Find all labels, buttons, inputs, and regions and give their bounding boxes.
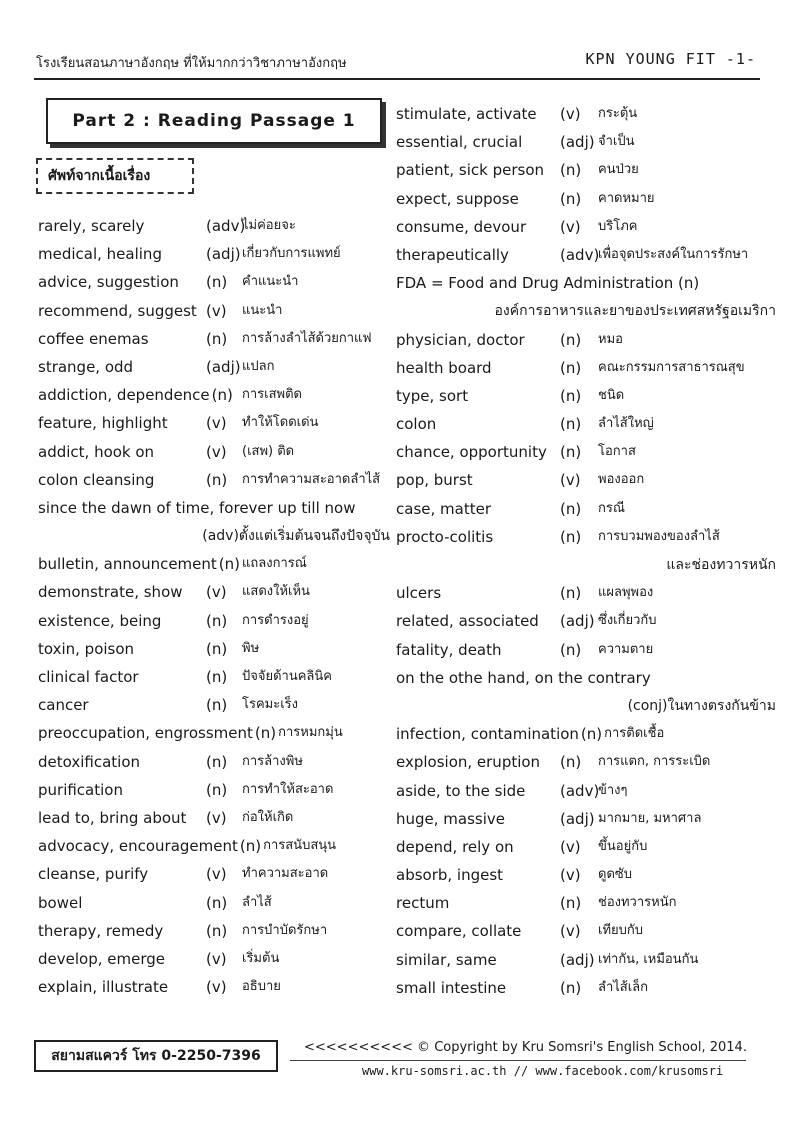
vocab-pos: (n)	[206, 780, 228, 799]
vocab-pos: (adj)	[206, 357, 241, 376]
vocab-term: pop, burst	[396, 471, 473, 490]
vocab-meaning: การเสพติด	[242, 387, 302, 403]
vocab-meaning: เทียบกับ	[598, 923, 644, 939]
vocab-term: existence, being	[38, 611, 162, 630]
vocab-row	[38, 409, 390, 437]
vocab-term: FDA = Food and Drug Administration (n)	[396, 274, 700, 293]
vocab-pos: (v)	[560, 471, 581, 490]
vocab-meaning: กระตุ้น	[598, 106, 638, 121]
vocab-row	[396, 720, 776, 748]
vocab-pos: (n)	[206, 668, 228, 686]
vocab-term: colon	[396, 415, 437, 434]
vocab-pos: (n)	[560, 189, 582, 208]
vocab-meaning: การหมกมุ่น	[278, 725, 343, 741]
vocab-term: similar, same	[396, 950, 497, 969]
vocab-row	[38, 550, 390, 578]
vocab-row	[38, 889, 390, 917]
vocab-term: depend, rely on	[396, 837, 514, 856]
vocab-row	[38, 945, 390, 973]
vocab-pos: (n)	[560, 527, 582, 546]
vocab-row	[396, 861, 776, 889]
vocab-pos: (n)	[206, 611, 228, 630]
vocab-pos: (n)	[218, 555, 241, 574]
vocab-row	[38, 212, 390, 240]
vocab-row	[396, 410, 776, 438]
vocab-term: essential, crucial	[396, 133, 523, 152]
vocab-row	[396, 326, 776, 354]
vocab-row	[396, 156, 776, 184]
vocab-term: preoccupation, engrossment	[38, 724, 253, 743]
vocab-row	[396, 185, 776, 213]
vocab-row	[38, 494, 390, 522]
vocab-term: toxin, poison	[38, 639, 135, 658]
vocab-term: chance, opportunity	[396, 443, 547, 462]
vocab-row	[396, 748, 776, 776]
vocab-meaning: พองออก	[598, 472, 645, 488]
vocab-pos: (n)	[560, 330, 582, 349]
vocab-term: addict, hook on	[38, 442, 155, 461]
vocab-meaning: การติดเชื้อ	[604, 726, 665, 742]
vocab-meaning: แนะนำ	[242, 302, 283, 318]
vocab-meaning: ดูดซับ	[598, 867, 632, 883]
vocab-term: ulcers	[396, 584, 442, 603]
vocab-row	[38, 635, 390, 663]
vocab-pos: (v)	[206, 978, 227, 997]
vocab-term: explain, illustrate	[38, 978, 169, 997]
vocab-continuation: (adv)ตั้งแต่เริ่มต้นจนถึงปัจจุบัน	[202, 528, 390, 545]
vocab-meaning: ลำไส้เล็ก	[598, 979, 649, 995]
vocab-meaning: คนป่วย	[598, 162, 639, 178]
vocab-row	[396, 636, 776, 664]
footer-contact: สยามสแควร์ โทร 0-2250-7396	[34, 1040, 278, 1072]
vocab-pos: (v)	[206, 865, 227, 884]
vocab-row	[38, 240, 390, 268]
vocab-meaning: การทำความสะอาดลำไส้	[242, 471, 381, 487]
vocab-pos: (adj)	[560, 950, 595, 969]
vocab-term: detoxification	[38, 752, 141, 771]
vocab-term: therapeutically	[396, 245, 509, 264]
vocab-row	[396, 354, 776, 382]
vocab-row	[38, 353, 390, 381]
vocab-meaning: (เสพ) ติด	[242, 443, 295, 459]
vocab-continuation: (conj)ในทางตรงกันข้าม	[627, 697, 776, 714]
vocab-continuation: และช่องทวารหนัก	[666, 557, 776, 573]
vocab-row	[396, 100, 776, 128]
vocab-pos: (n)	[206, 470, 228, 489]
vocab-term: recommend, suggest	[38, 301, 197, 320]
right-column	[396, 100, 776, 1002]
vocab-term: since the dawn of time, forever up till now	[38, 498, 356, 517]
vocab-row	[38, 438, 390, 466]
vocab-meaning: ลำไส้	[242, 894, 272, 910]
vocab-term: strange, odd	[38, 357, 134, 376]
vocab-meaning: แสดงให้เห็น	[242, 584, 310, 600]
vocab-pos: (n)	[560, 640, 582, 659]
vocab-pos: (n)	[206, 329, 228, 348]
vocab-pos: (v)	[560, 217, 581, 236]
vocab-term: clinical factor	[38, 668, 139, 686]
vocab-meaning: หมอ	[598, 331, 623, 347]
vocab-pos: (n)	[560, 415, 582, 434]
vocab-meaning: ทำความสะอาด	[242, 866, 329, 882]
footer-web: www.kru-somsri.ac.th // www.facebook.com/krusomsri	[362, 1064, 724, 1078]
vocab-pos: (n)	[239, 837, 262, 856]
vocab-row	[38, 381, 390, 409]
vocab-term: addiction, dependence	[38, 386, 210, 405]
part-title: Part 2 : Reading Passage 1	[46, 98, 382, 144]
vocab-meaning: ปัจจัยด้านคลินิค	[242, 669, 332, 684]
vocab-pos: (n)	[560, 443, 582, 462]
vocab-term: advice, suggestion	[38, 273, 179, 292]
vocab-meaning: เกี่ยวกับการแพทย์	[242, 246, 341, 262]
vocab-meaning: การล้างลำไส้ด้วยกาแฟ	[242, 330, 372, 346]
vocab-row	[38, 748, 390, 776]
vocab-row	[38, 804, 390, 832]
vocab-meaning: ทำให้โดดเด่น	[242, 415, 319, 431]
vocab-row	[396, 579, 776, 607]
vocab-pos: (adv)	[560, 781, 600, 800]
footer-divider	[290, 1060, 746, 1061]
vocab-meaning: การแตก, การระเบิด	[598, 754, 711, 770]
vocab-term: fatality, death	[396, 640, 502, 659]
vocab-row	[396, 889, 776, 917]
vocab-meaning: ไม่ค่อยจะ	[242, 218, 296, 233]
vocab-term: cleanse, purify	[38, 865, 149, 884]
vocab-term: bulletin, announcement	[38, 555, 217, 574]
vocab-meaning: แปลก	[242, 358, 275, 374]
vocab-meaning: คาดหมาย	[598, 190, 655, 206]
vocab-term: physician, doctor	[396, 330, 525, 349]
vocab-row	[38, 607, 390, 635]
vocab-term: procto-colitis	[396, 527, 494, 546]
vocab-meaning: ข้างๆ	[598, 782, 628, 798]
vocab-term: related, associated	[396, 612, 539, 631]
vocab-row	[38, 578, 390, 606]
vocab-pos: (adj)	[560, 133, 595, 152]
vocab-meaning: มากมาย, มหาศาล	[598, 810, 702, 826]
vocab-meaning: แถลงการณ์	[242, 556, 307, 572]
vocab-term: rectum	[396, 894, 450, 913]
vocab-pos: (adj)	[560, 612, 595, 631]
vocab-meaning: ช่องทวารหนัก	[598, 895, 677, 911]
vocab-pos: (adv)	[560, 245, 600, 264]
vocab-continuation: องค์การอาหารและยาของประเทศสหรัฐอเมริกา	[494, 303, 776, 320]
vocab-term: demonstrate, show	[38, 583, 183, 602]
vocab-meaning: กรณี	[598, 500, 625, 516]
vocab-pos: (n)	[560, 499, 582, 518]
vocab-meaning: การสนับสนุน	[263, 838, 337, 854]
vocab-row	[396, 777, 776, 805]
vocab-pos: (n)	[560, 386, 582, 405]
vocab-meaning: พิษ	[242, 640, 260, 656]
vocab-meaning: ก่อให้เกิด	[242, 809, 294, 825]
vocab-meaning: ซึ่งเกี่ยวกับ	[598, 613, 657, 629]
vocab-row	[396, 805, 776, 833]
vocab-row	[396, 664, 776, 692]
vocab-row	[396, 523, 776, 551]
vocab-row	[396, 241, 776, 269]
vocab-meaning: เริ่มต้น	[242, 950, 280, 966]
vocab-pos: (v)	[560, 837, 581, 856]
vocab-term: lead to, bring about	[38, 808, 187, 827]
vocab-pos: (adj)	[560, 809, 595, 828]
vocab-term: cancer	[38, 696, 89, 715]
vocab-row	[38, 860, 390, 888]
header-school: โรงเรียนสอนภาษาอังกฤษ ที่ให้มากกว่าวิชาภาษาอังกฤษ	[36, 56, 347, 71]
vocab-row	[396, 213, 776, 241]
vocab-term: infection, contamination	[396, 725, 579, 744]
vocab-pos: (v)	[560, 866, 581, 885]
vocab-row	[38, 297, 390, 325]
vocab-row	[38, 466, 390, 494]
vocab-meaning: เพื่อจุดประสงค์ในการรักษา	[598, 246, 749, 262]
vocab-meaning: คณะกรรมการสาธารณสุข	[598, 359, 745, 375]
vocab-meaning: อธิบาย	[242, 979, 281, 995]
vocab-term: purification	[38, 780, 123, 799]
vocab-row	[38, 663, 390, 691]
vocab-meaning: ลำไส้ใหญ่	[598, 416, 654, 432]
vocab-pos: (n)	[560, 161, 582, 180]
vocab-label: ศัพท์จากเนื้อเรื่อง	[36, 158, 194, 194]
vocab-pos: (n)	[206, 273, 228, 292]
vocab-term: coffee enemas	[38, 329, 149, 348]
vocab-meaning: การบำบัดรักษา	[242, 922, 328, 938]
vocab-term: type, sort	[396, 386, 469, 405]
vocab-row	[396, 917, 776, 945]
vocab-term: develop, emerge	[38, 949, 165, 968]
vocab-term: huge, massive	[396, 809, 506, 828]
vocab-meaning: โอกาส	[598, 444, 636, 460]
vocab-pos: (n)	[580, 725, 603, 744]
vocab-row	[38, 832, 390, 860]
vocab-meaning: ขึ้นอยู่กับ	[598, 838, 648, 854]
vocab-row	[396, 466, 776, 494]
vocab-term: feature, highlight	[38, 414, 168, 433]
vocab-pos: (n)	[560, 584, 582, 603]
vocab-row	[396, 382, 776, 410]
vocab-meaning: บริโภค	[598, 218, 638, 234]
vocab-pos: (n)	[206, 752, 228, 771]
header-code: KPN YOUNG FIT -1-	[585, 50, 756, 68]
vocab-term: advocacy, encouragement	[38, 837, 238, 856]
vocab-term: aside, to the side	[396, 781, 526, 800]
vocab-meaning: คำแนะนำ	[242, 274, 299, 290]
vocab-meaning: ความตาย	[598, 641, 654, 657]
vocab-pos: (adv)	[206, 217, 246, 235]
vocab-term: rarely, scarely	[38, 217, 145, 235]
vocab-pos: (v)	[560, 922, 581, 941]
vocab-row	[396, 269, 776, 297]
vocab-pos: (adj)	[206, 245, 241, 264]
vocab-row	[38, 776, 390, 804]
vocab-meaning: จำเป็น	[598, 134, 635, 150]
vocab-pos: (n)	[206, 893, 228, 912]
vocab-term: consume, devour	[396, 217, 527, 236]
vocab-term: health board	[396, 358, 492, 377]
vocab-pos: (n)	[206, 696, 228, 715]
left-column	[38, 212, 390, 1001]
vocab-pos: (n)	[206, 921, 228, 940]
footer-copyright: <<<<<<<<<< © Copyright by Kru Somsri's English School, 2014.	[304, 1040, 747, 1055]
vocab-term: compare, collate	[396, 922, 522, 941]
vocab-pos: (n)	[560, 358, 582, 377]
vocab-row	[396, 833, 776, 861]
vocab-pos: (n)	[211, 386, 233, 405]
vocab-row	[38, 325, 390, 353]
vocab-row	[38, 973, 390, 1001]
vocab-meaning: โรคมะเร็ง	[242, 697, 298, 713]
vocab-meaning: แผลพุพอง	[598, 585, 654, 601]
vocab-term: case, matter	[396, 499, 491, 518]
vocab-term: on the othe hand, on the contrary	[396, 668, 651, 687]
vocab-term: explosion, eruption	[396, 753, 541, 772]
vocab-pos: (n)	[560, 978, 582, 997]
vocab-term: bowel	[38, 893, 83, 912]
vocab-pos: (n)	[206, 639, 228, 658]
vocab-pos: (n)	[254, 724, 277, 743]
vocab-row	[38, 268, 390, 296]
vocab-pos: (v)	[206, 583, 227, 602]
vocab-pos: (v)	[206, 301, 227, 320]
vocab-meaning: การดำรงอยู่	[242, 612, 309, 628]
vocab-row	[396, 495, 776, 523]
vocab-pos: (v)	[560, 105, 581, 123]
vocab-pos: (n)	[560, 894, 582, 913]
vocab-term: stimulate, activate	[396, 105, 537, 123]
vocab-row	[396, 438, 776, 466]
vocab-row	[38, 917, 390, 945]
vocab-meaning: การล้างพิษ	[242, 753, 303, 769]
vocab-row	[38, 719, 390, 747]
vocab-term: expect, suppose	[396, 189, 519, 208]
vocab-pos: (v)	[206, 949, 227, 968]
vocab-meaning: การบวมพองของลำไส้	[598, 528, 720, 544]
vocab-term: colon cleansing	[38, 470, 155, 489]
vocab-term: patient, sick person	[396, 161, 545, 180]
vocab-term: medical, healing	[38, 245, 162, 264]
vocab-row	[396, 607, 776, 635]
vocab-term: absorb, ingest	[396, 866, 504, 885]
vocab-meaning: ชนิด	[598, 387, 625, 403]
vocab-row	[396, 946, 776, 974]
vocab-row	[396, 974, 776, 1002]
vocab-term: therapy, remedy	[38, 921, 164, 940]
vocab-pos: (n)	[560, 753, 582, 772]
vocab-meaning: การทำให้สะอาด	[242, 781, 334, 797]
vocab-pos: (v)	[206, 442, 227, 461]
vocab-pos: (v)	[206, 808, 227, 827]
vocab-meaning: เท่ากัน, เหมือนกัน	[598, 951, 699, 967]
header-divider	[34, 78, 760, 80]
vocab-row	[38, 691, 390, 719]
vocab-row	[396, 128, 776, 156]
vocab-pos: (v)	[206, 414, 227, 433]
vocab-term: small intestine	[396, 978, 507, 997]
